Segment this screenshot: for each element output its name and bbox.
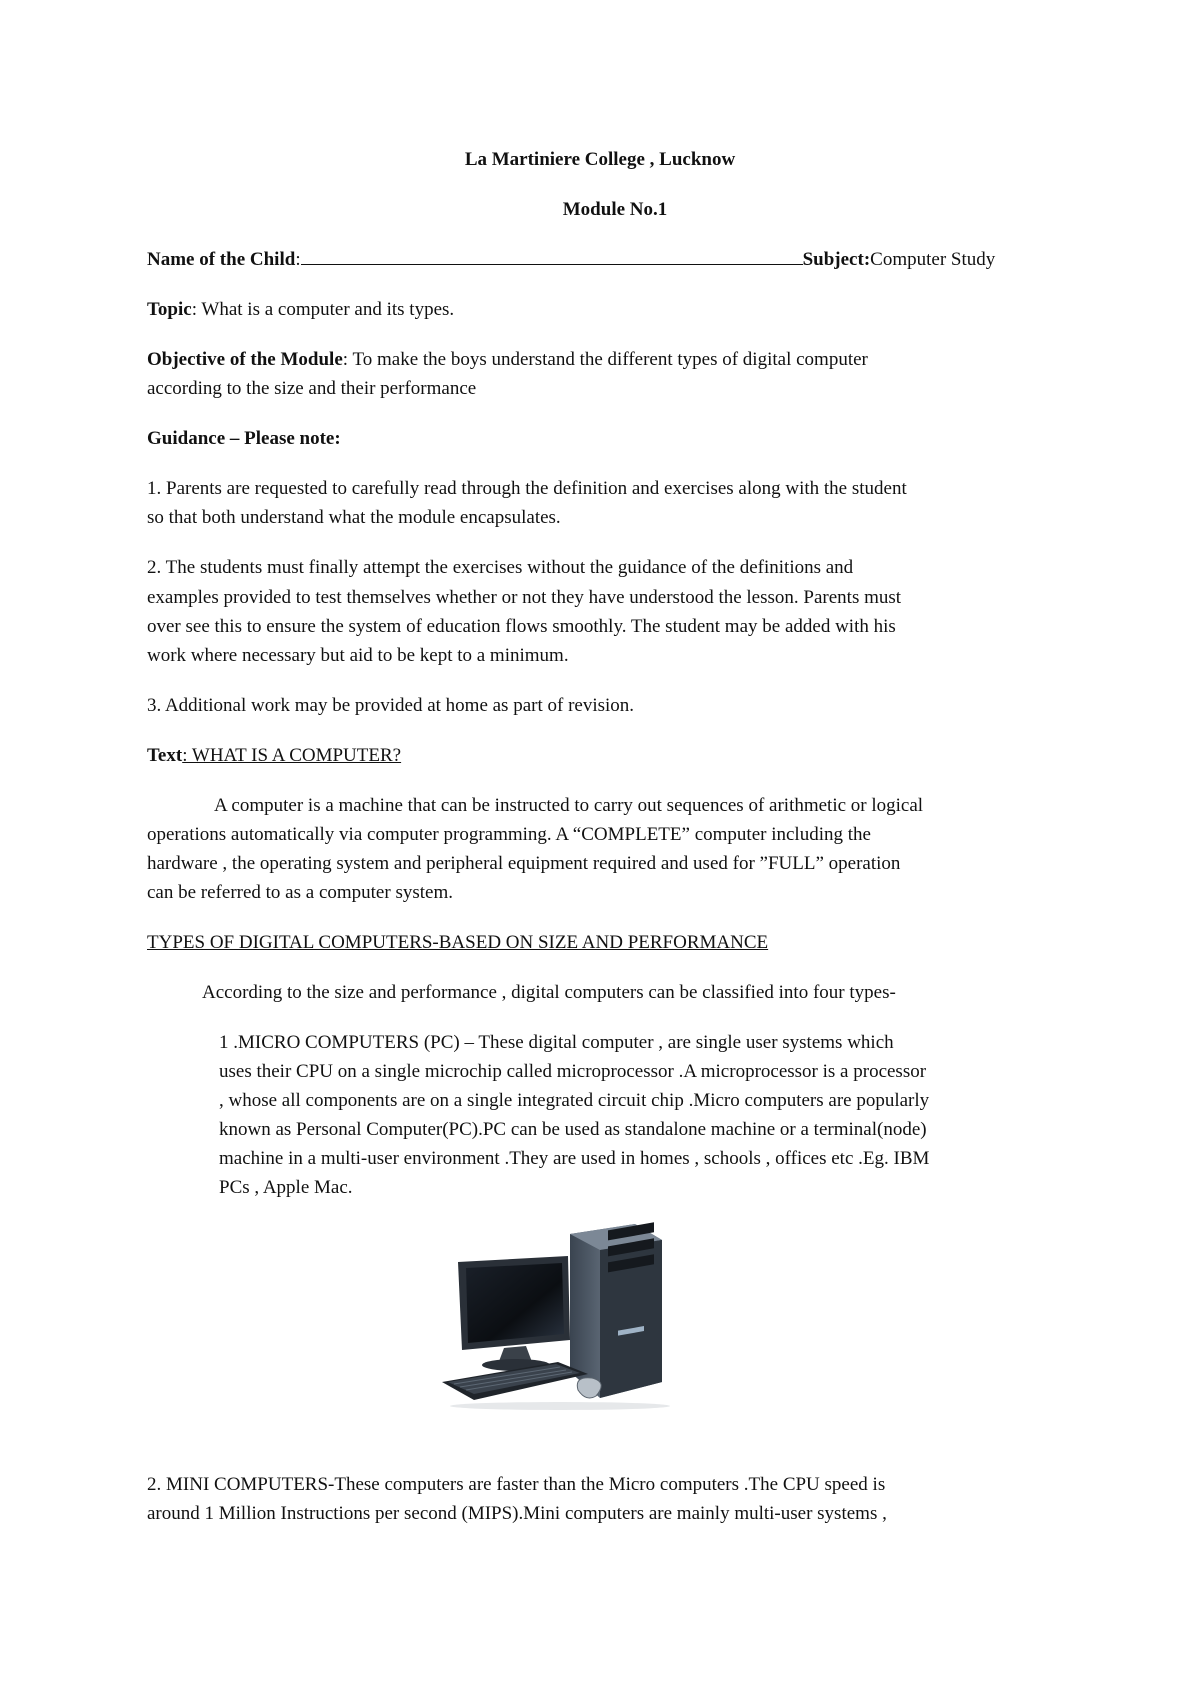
mini-line-1: 2. MINI COMPUTERS-These computers are faster than the Micro computers .The CPU speed is — [147, 1474, 886, 1495]
text-heading: : WHAT IS A COMPUTER? — [182, 745, 402, 766]
types-heading: TYPES OF DIGITAL COMPUTERS-BASED ON SIZE AND PERFORMANCE — [147, 932, 769, 953]
micro-line-5: machine in a multi-user environment .They are used in homes , schools , offices etc .Eg. IBM — [219, 1148, 930, 1169]
text-label: Text — [147, 745, 183, 766]
guidance-point-1-line-2: so that both understand what the module encapsulates. — [147, 507, 561, 528]
topic-line — [147, 295, 454, 324]
text-paragraph-line-4: can be referred to as a computer system. — [147, 882, 453, 903]
desktop-computer-image — [440, 1222, 680, 1412]
mini-line-2: around 1 Million Instructions per second (MIPS).Mini computers are mainly multi-user systems , — [147, 1503, 887, 1524]
tower-case-icon — [570, 1222, 662, 1398]
college-title: La Martiniere College , Lucknow — [464, 149, 736, 170]
objective-line-2: according to the size and their performance — [147, 378, 477, 399]
guidance-heading: Guidance – Please note: — [147, 428, 341, 449]
name-label: Name of the Child — [147, 249, 296, 270]
guidance-point-2-line-1: 2. The students must finally attempt the exercises without the guidance of the definitions and — [147, 557, 854, 578]
text-paragraph-line-2: operations automatically via computer programming. A “COMPLETE” computer including the — [147, 824, 871, 845]
name-colon: : — [295, 249, 301, 270]
micro-line-3: , whose all components are on a single integrated circuit chip .Micro computers are popularly — [219, 1090, 930, 1111]
guidance-point-3: 3. Additional work may be provided at home as part of revision. — [147, 695, 635, 716]
micro-line-6: PCs , Apple Mac. — [219, 1177, 353, 1198]
types-intro: According to the size and performance , digital computers can be classified into four types- — [202, 982, 896, 1003]
subject-value: Computer Study — [870, 249, 996, 270]
guidance-point-2-line-4: work where necessary but aid to be kept to a minimum. — [147, 645, 569, 666]
text-heading-line — [147, 741, 401, 770]
objective-label: Objective of the Module — [147, 349, 343, 370]
name-subject-line — [147, 245, 995, 274]
guidance-point-1-line-1: 1. Parents are requested to carefully read through the definition and exercises along with the student — [147, 478, 907, 499]
objective-text: : To make the boys understand the different types of digital computer — [342, 349, 868, 370]
guidance-point-2-line-2: examples provided to test themselves whether or not they have understood the lesson. Parents must — [147, 587, 902, 608]
micro-line-4: known as Personal Computer(PC).PC can be used as standalone machine or a terminal(node) — [219, 1119, 927, 1140]
topic-label: Topic — [147, 299, 192, 320]
monitor-icon — [458, 1256, 570, 1371]
topic-value: : What is a computer and its types. — [191, 299, 455, 320]
subject-label: Subject: — [802, 249, 871, 270]
text-paragraph-line-3: hardware , the operating system and peripheral equipment required and used for ”FULL” operation — [147, 853, 901, 874]
module-number: Module No.1 — [562, 199, 668, 220]
text-paragraph-line-1: A computer is a machine that can be instructed to carry out sequences of arithmetic or logical — [214, 795, 924, 816]
name-blank-field[interactable] — [301, 246, 803, 265]
guidance-point-2-line-3: over see this to ensure the system of education flows smoothly. The student may be added with his — [147, 616, 896, 637]
micro-line-2: uses their CPU on a single microchip called microprocessor .A microprocessor is a processor — [219, 1061, 927, 1082]
objective-line-1 — [147, 345, 868, 374]
micro-line-1: 1 .MICRO COMPUTERS (PC) – These digital computer , are single user systems which — [219, 1032, 894, 1053]
